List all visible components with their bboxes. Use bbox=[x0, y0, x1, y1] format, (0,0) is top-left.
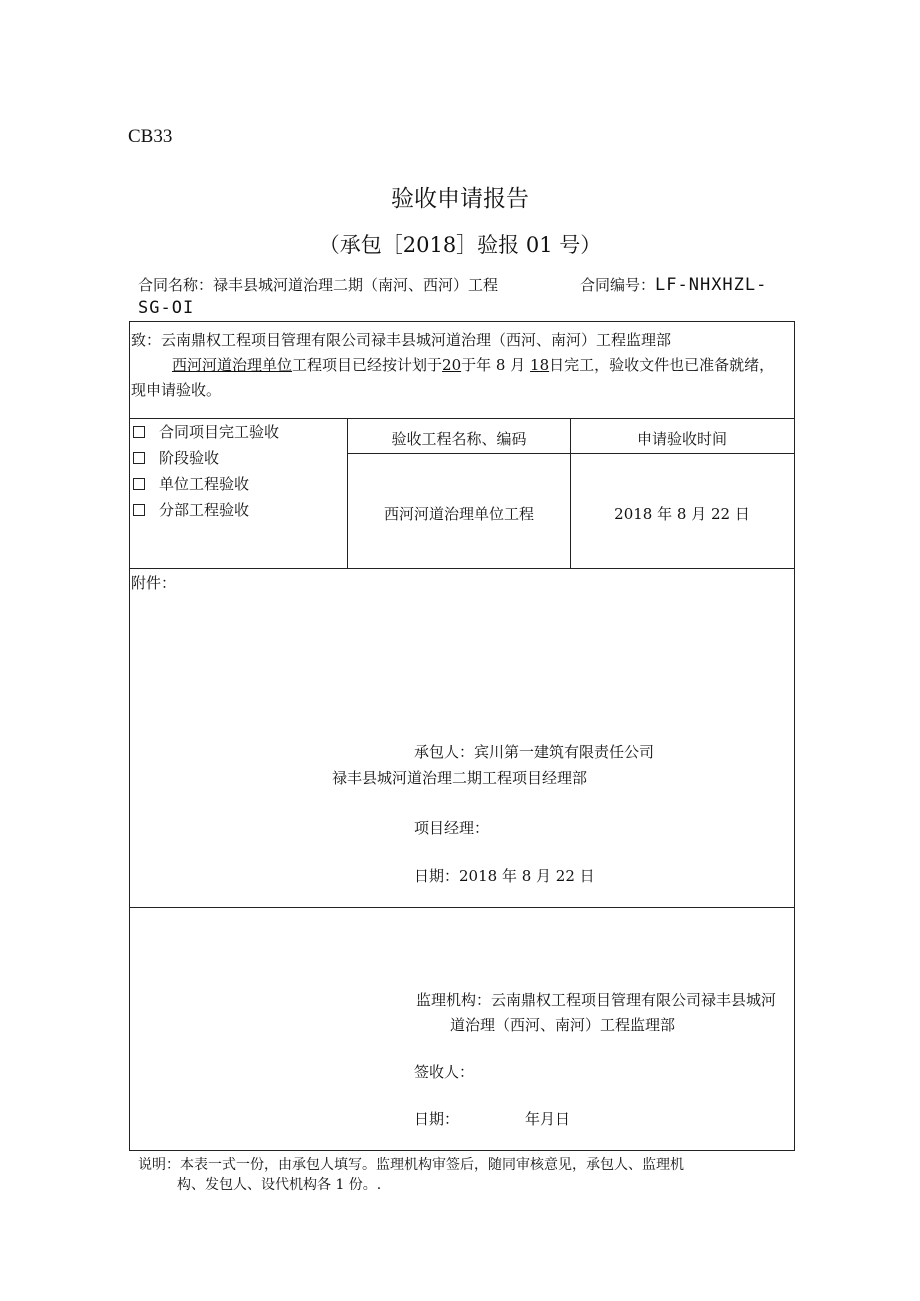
checkbox-icon[interactable] bbox=[133, 478, 145, 490]
project-name-value: 西河河道治理单位工程 bbox=[383, 505, 534, 523]
attachments-label: 附件： bbox=[131, 574, 177, 592]
contract-number bbox=[580, 274, 767, 295]
column-header-time: 申请验收时间 bbox=[636, 430, 727, 448]
completion-day: 18 bbox=[530, 356, 550, 374]
checkbox-stage[interactable] bbox=[133, 447, 219, 468]
addressee: 致：云南鼎权工程项目管理有限公司禄丰县城河道治理（西河、南河）工程监理部 bbox=[131, 331, 672, 349]
body-text-end: 现申请验收。 bbox=[131, 381, 222, 399]
contract-name-label: 合同名称： bbox=[138, 276, 214, 294]
checkbox-subdivision[interactable] bbox=[133, 499, 249, 520]
body-text-part: 月 bbox=[510, 356, 526, 374]
body-text-part: 于年 bbox=[461, 356, 492, 374]
body-text-part: 工程项目已经按计划于 bbox=[292, 356, 443, 374]
contract-number-continued: SG-OI bbox=[138, 298, 195, 318]
supervisor-label: 监理机构：云南鼎权工程项目管理有限公司禄丰县城河 bbox=[416, 991, 777, 1009]
divider bbox=[129, 418, 794, 419]
body-text bbox=[172, 354, 774, 375]
checkbox-label: 阶段验收 bbox=[159, 449, 220, 467]
receiver-label: 签收人： bbox=[414, 1063, 475, 1081]
divider bbox=[129, 907, 794, 908]
project-name: 西河河道治理单位 bbox=[172, 356, 293, 374]
checkbox-label: 合同项目完工验收 bbox=[159, 423, 280, 441]
contract-name bbox=[138, 274, 498, 295]
completion-month: 8 bbox=[495, 356, 506, 374]
completion-year: 20 bbox=[442, 356, 462, 374]
supervisor-label-continued: 道治理（西河、南河）工程监理部 bbox=[450, 1016, 676, 1034]
contract-number-value: LF-NHXHZL- bbox=[655, 275, 768, 295]
contract-number-label: 合同编号： bbox=[580, 276, 656, 294]
divider bbox=[129, 568, 794, 569]
supervisor-date-label: 日期： bbox=[414, 1110, 460, 1128]
checkbox-icon[interactable] bbox=[133, 426, 145, 438]
checkbox-unit[interactable] bbox=[133, 473, 249, 494]
form-code: CB33 bbox=[128, 126, 173, 147]
contractor-date: 日期：2018 年 8 月 22 日 bbox=[414, 867, 595, 885]
note-line-1: 说明：本表一式一份，由承包人填写。监理机构审签后，随同审核意见，承包人、监理机 bbox=[138, 1157, 684, 1173]
body-text-part: 日完工，验收文件也已准备就绪， bbox=[549, 356, 775, 374]
note-line-2: 构、发包人、设代机构各 1 份。. bbox=[177, 1177, 382, 1193]
request-time-value: 2018 年 8 月 22 日 bbox=[614, 505, 750, 523]
checkbox-label: 分部工程验收 bbox=[159, 501, 250, 519]
column-header-project: 验收工程名称、编码 bbox=[391, 430, 527, 448]
contractor-dept: 禄丰县城河道治理二期工程项目经理部 bbox=[332, 769, 588, 787]
checkbox-label: 单位工程验收 bbox=[159, 475, 250, 493]
page-title: 验收申请报告 bbox=[391, 186, 529, 212]
checkbox-icon[interactable] bbox=[133, 504, 145, 516]
contractor-label: 承包人：宾川第一建筑有限责任公司 bbox=[414, 743, 655, 761]
contract-name-value: 禄丰县城河道治理二期（南河、西河）工程 bbox=[213, 276, 499, 294]
checkbox-completion[interactable] bbox=[133, 421, 279, 442]
supervisor-date-value: 年月日 bbox=[525, 1110, 571, 1128]
project-manager-label: 项目经理： bbox=[414, 819, 490, 837]
document-number: （承包［2018］验报 01 号） bbox=[318, 233, 602, 257]
checkbox-icon[interactable] bbox=[133, 452, 145, 464]
